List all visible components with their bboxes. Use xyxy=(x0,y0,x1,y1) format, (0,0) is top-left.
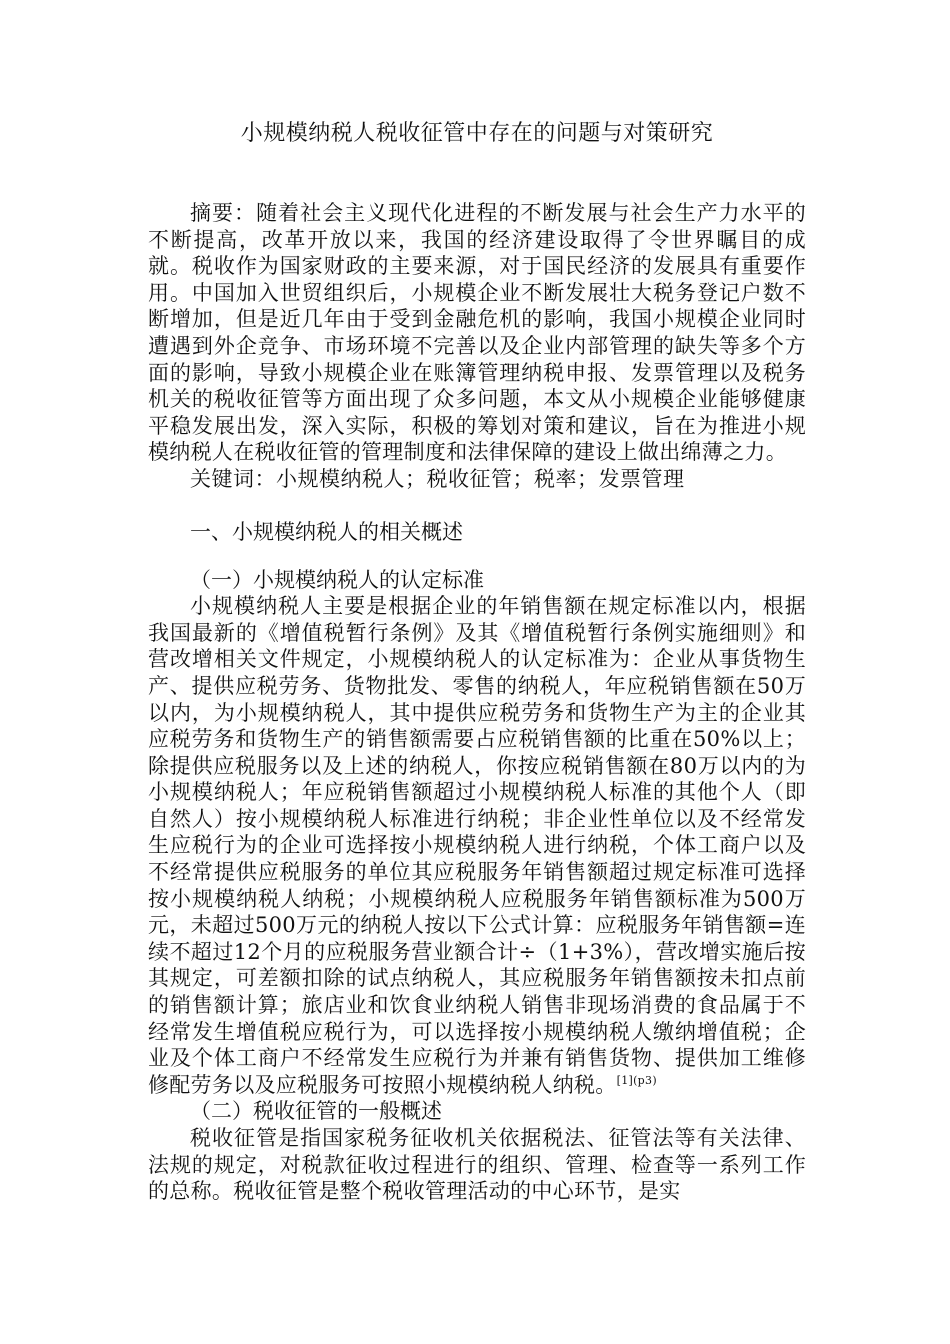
subsection-1-paragraph xyxy=(148,593,806,1098)
abstract-paragraph xyxy=(148,200,806,466)
abstract-label: 摘要： xyxy=(190,201,257,225)
subsection-2-text: 税收征管是指国家税务征收机关依据税法、征管法等有关法律、法规的规定，对税款征收过程进行的组织、管理、检查等一系列工作的总称。税收征管是整个税收管理活动的中心环节，是实 xyxy=(148,1126,806,1204)
subsection-heading-2: （二）税收征管的一般概述 xyxy=(190,1099,442,1124)
keywords-label: 关键词： xyxy=(190,466,276,491)
subsection-heading-1: （一）小规模纳税人的认定标准 xyxy=(190,567,484,592)
section-heading-1: 一、小规模纳税人的相关概述 xyxy=(190,519,463,544)
document-page xyxy=(148,118,806,1205)
keywords-line xyxy=(148,466,806,493)
subsection-1-text: 小规模纳税人主要是根据企业的年销售额在规定标准以内，根据我国最新的《增值税暂行条例》及其《增值税暂行条例实施细则》和营改增相关文件规定，小规模纳税人的认定标准为：企业从事货物生产、提供应税劳务、货物批发、零售的纳税人，年应税销售额在50万以内，为小规模纳税人，其中提供应税劳务和货物生产为主的企业其应税劳务和货物生产的销售额需要占应税销售额的比重在50%以上；除提供应税服务以及上述的纳税人，你按应税销售额在80万以内的为小规模纳税人；年应税销售额超过小规模纳税人标准的其他个人（即自然人）按小规模纳税人标准进行纳税；非企业性单位以及不经常发生应税行为的企业可选择按小规模纳税人进行纳税，个体工商户以及不经常提供应税服务的单位其应税服务年销售额超过规定标准可选择按小规模纳税人纳税；小规模纳税人应税服务年销售额标准为500万元，未超过500万元的纳税人按以下公式计算：应税服务年销售额=连续不超过12个月的应税服务营业额合计÷（1+3%），营改增实施后按其规定，可差额扣除的试点纳税人，其应税服务年销售额按未扣点前的销售额计算；旅店业和饮食业纳税人销售非现场消费的食品属于不经常发生增值税应税行为，可以选择按小规模纳税人缴纳增值税；企业及个体工商户不经常发生应税行为并兼有销售货物、提供加工维修修配劳务以及应税服务可按照小规模纳税人纳税。 xyxy=(148,594,806,1097)
abstract-text: 随着社会主义现代化进程的不断发展与社会生产力水平的不断提高，改革开放以来，我国的经济建设取得了令世界瞩目的成就。税收作为国家财政的主要来源，对于国民经济的发展具有重要作用。中国加入世贸组织后，小规模企业不断发展壮大税务登记户数不断增加，但是近几年由于受到金融危机的影响，我国小规模企业同时遭遇到外企竞争、市场环境不完善以及企业内部管理的缺失等多个方面的影响，导致小规模企业在账簿管理纳税申报、发票管理以及税务机关的税收征管等方面出现了众多问题，本文从小规模企业能够健康平稳发展出发，深入实际，积极的筹划对策和建议，旨在为推进小规模纳税人在税收征管的管理制度和法律保障的建设上做出绵薄之力。 xyxy=(148,201,806,465)
keywords-text: 小规模纳税人；税收征管；税率；发票管理 xyxy=(276,466,685,491)
document-title: 小规模纳税人税收征管中存在的问题与对策研究 xyxy=(240,121,714,146)
citation-reference: [1](p3) xyxy=(616,1073,657,1087)
subsection-2-paragraph xyxy=(148,1125,806,1205)
